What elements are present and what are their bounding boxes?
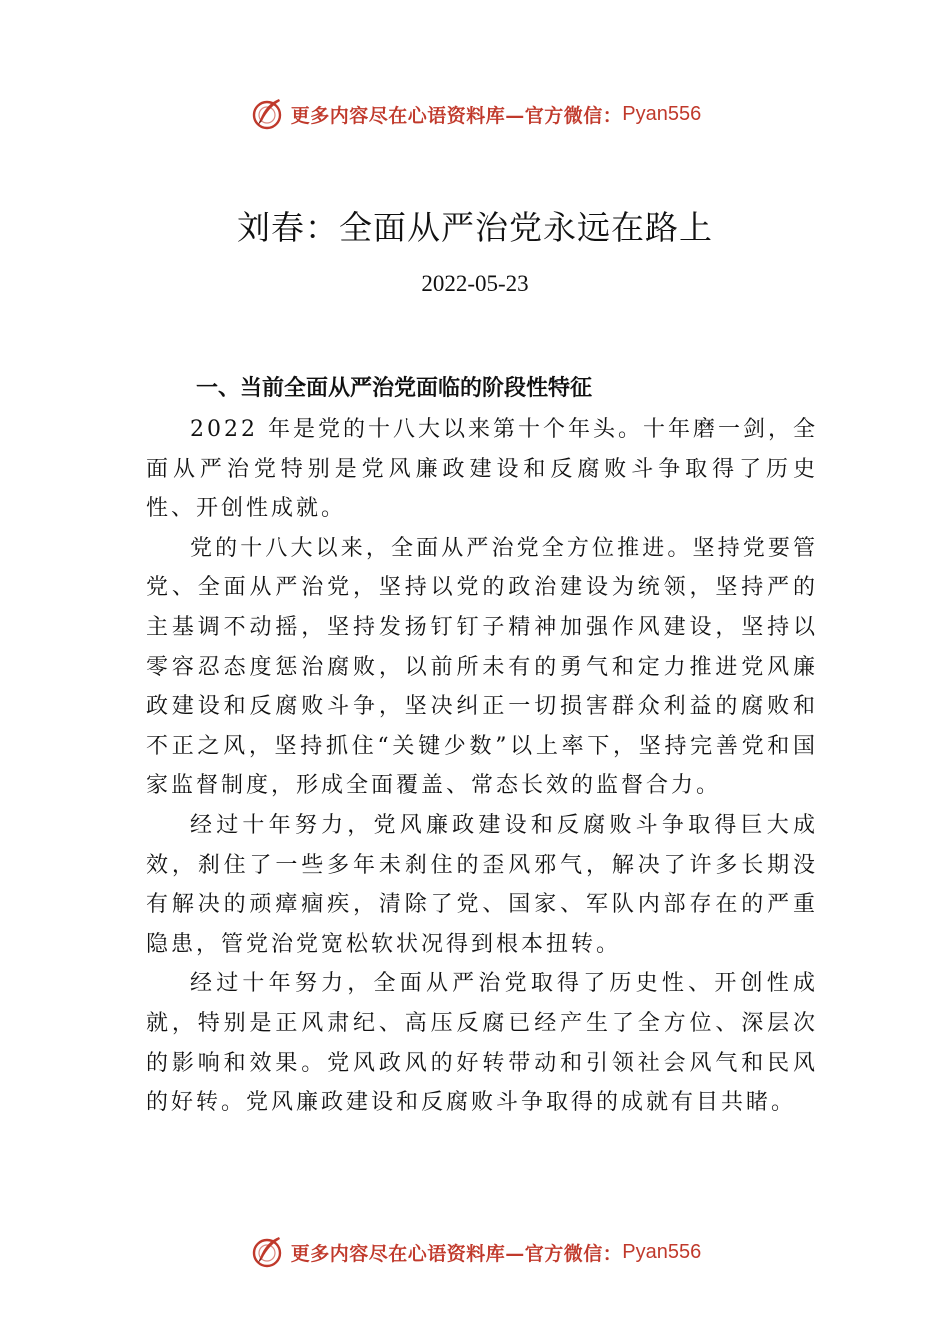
- paragraph-1: 2022 年是党的十八大以来第十个年头。十年磨一剑，全面从严治党特别是党风廉政建设和反腐败斗争取得了历史性、开创性成就。: [146, 417, 818, 522]
- wechat-id: Pyan556: [622, 102, 702, 125]
- section-heading: 一、当前全面从严治党面临的阶段性特征: [196, 376, 593, 401]
- footer-banner: [0, 1232, 950, 1272]
- paragraph-4: 经过十年努力，全面从严治党取得了历史性、开创性成就，特别是正风肃纪、高压反腐已经产生了全方位、深层次的影响和效果。党风政风的好转带动和引领社会风气和民风的好转。党风廉政建设和反腐败斗争取得的成就有目共睹。: [146, 971, 818, 1116]
- article-date: 2022-05-23: [421, 271, 529, 296]
- article-title: 刘春：全面从严治党永远在路上: [237, 208, 713, 247]
- paragraph-2: 党的十八大以来，全面从严治党全方位推进。坚持党要管党、全面从严治党，坚持以党的政治建设为统领，坚持严的主基调不动摇，坚持发扬钉钉子精神加强作风建设，坚持以零容忍态度惩治腐败，以前所未有的勇气和定力推进党风廉政建设和反腐败斗争，坚决纠正一切损害群众利益的腐败和不正之风，坚持抓住“关键少数”以上率下，坚持完善党和国家监督制度，形成全面覆盖、常态长效的监督合力。: [146, 535, 818, 799]
- article-body: [146, 410, 818, 1123]
- banner-text: 更多内容尽在心语资料库—官方微信：: [290, 1242, 623, 1265]
- header-banner: [0, 94, 950, 134]
- quill-pen-seal-icon: [249, 96, 285, 132]
- paragraph-3: 经过十年努力，党风廉政建设和反腐败斗争取得巨大成效，刹住了一些多年未刹住的歪风邪气，解决了许多长期没有解决的顽瘴痼疾，清除了党、国家、军队内部存在的严重隐患，管党治党宽松软状况得到根本扭转。: [146, 812, 818, 957]
- wechat-id: Pyan556: [622, 1240, 702, 1263]
- banner-text: 更多内容尽在心语资料库—官方微信：: [290, 104, 623, 127]
- quill-pen-seal-icon: [249, 1234, 285, 1270]
